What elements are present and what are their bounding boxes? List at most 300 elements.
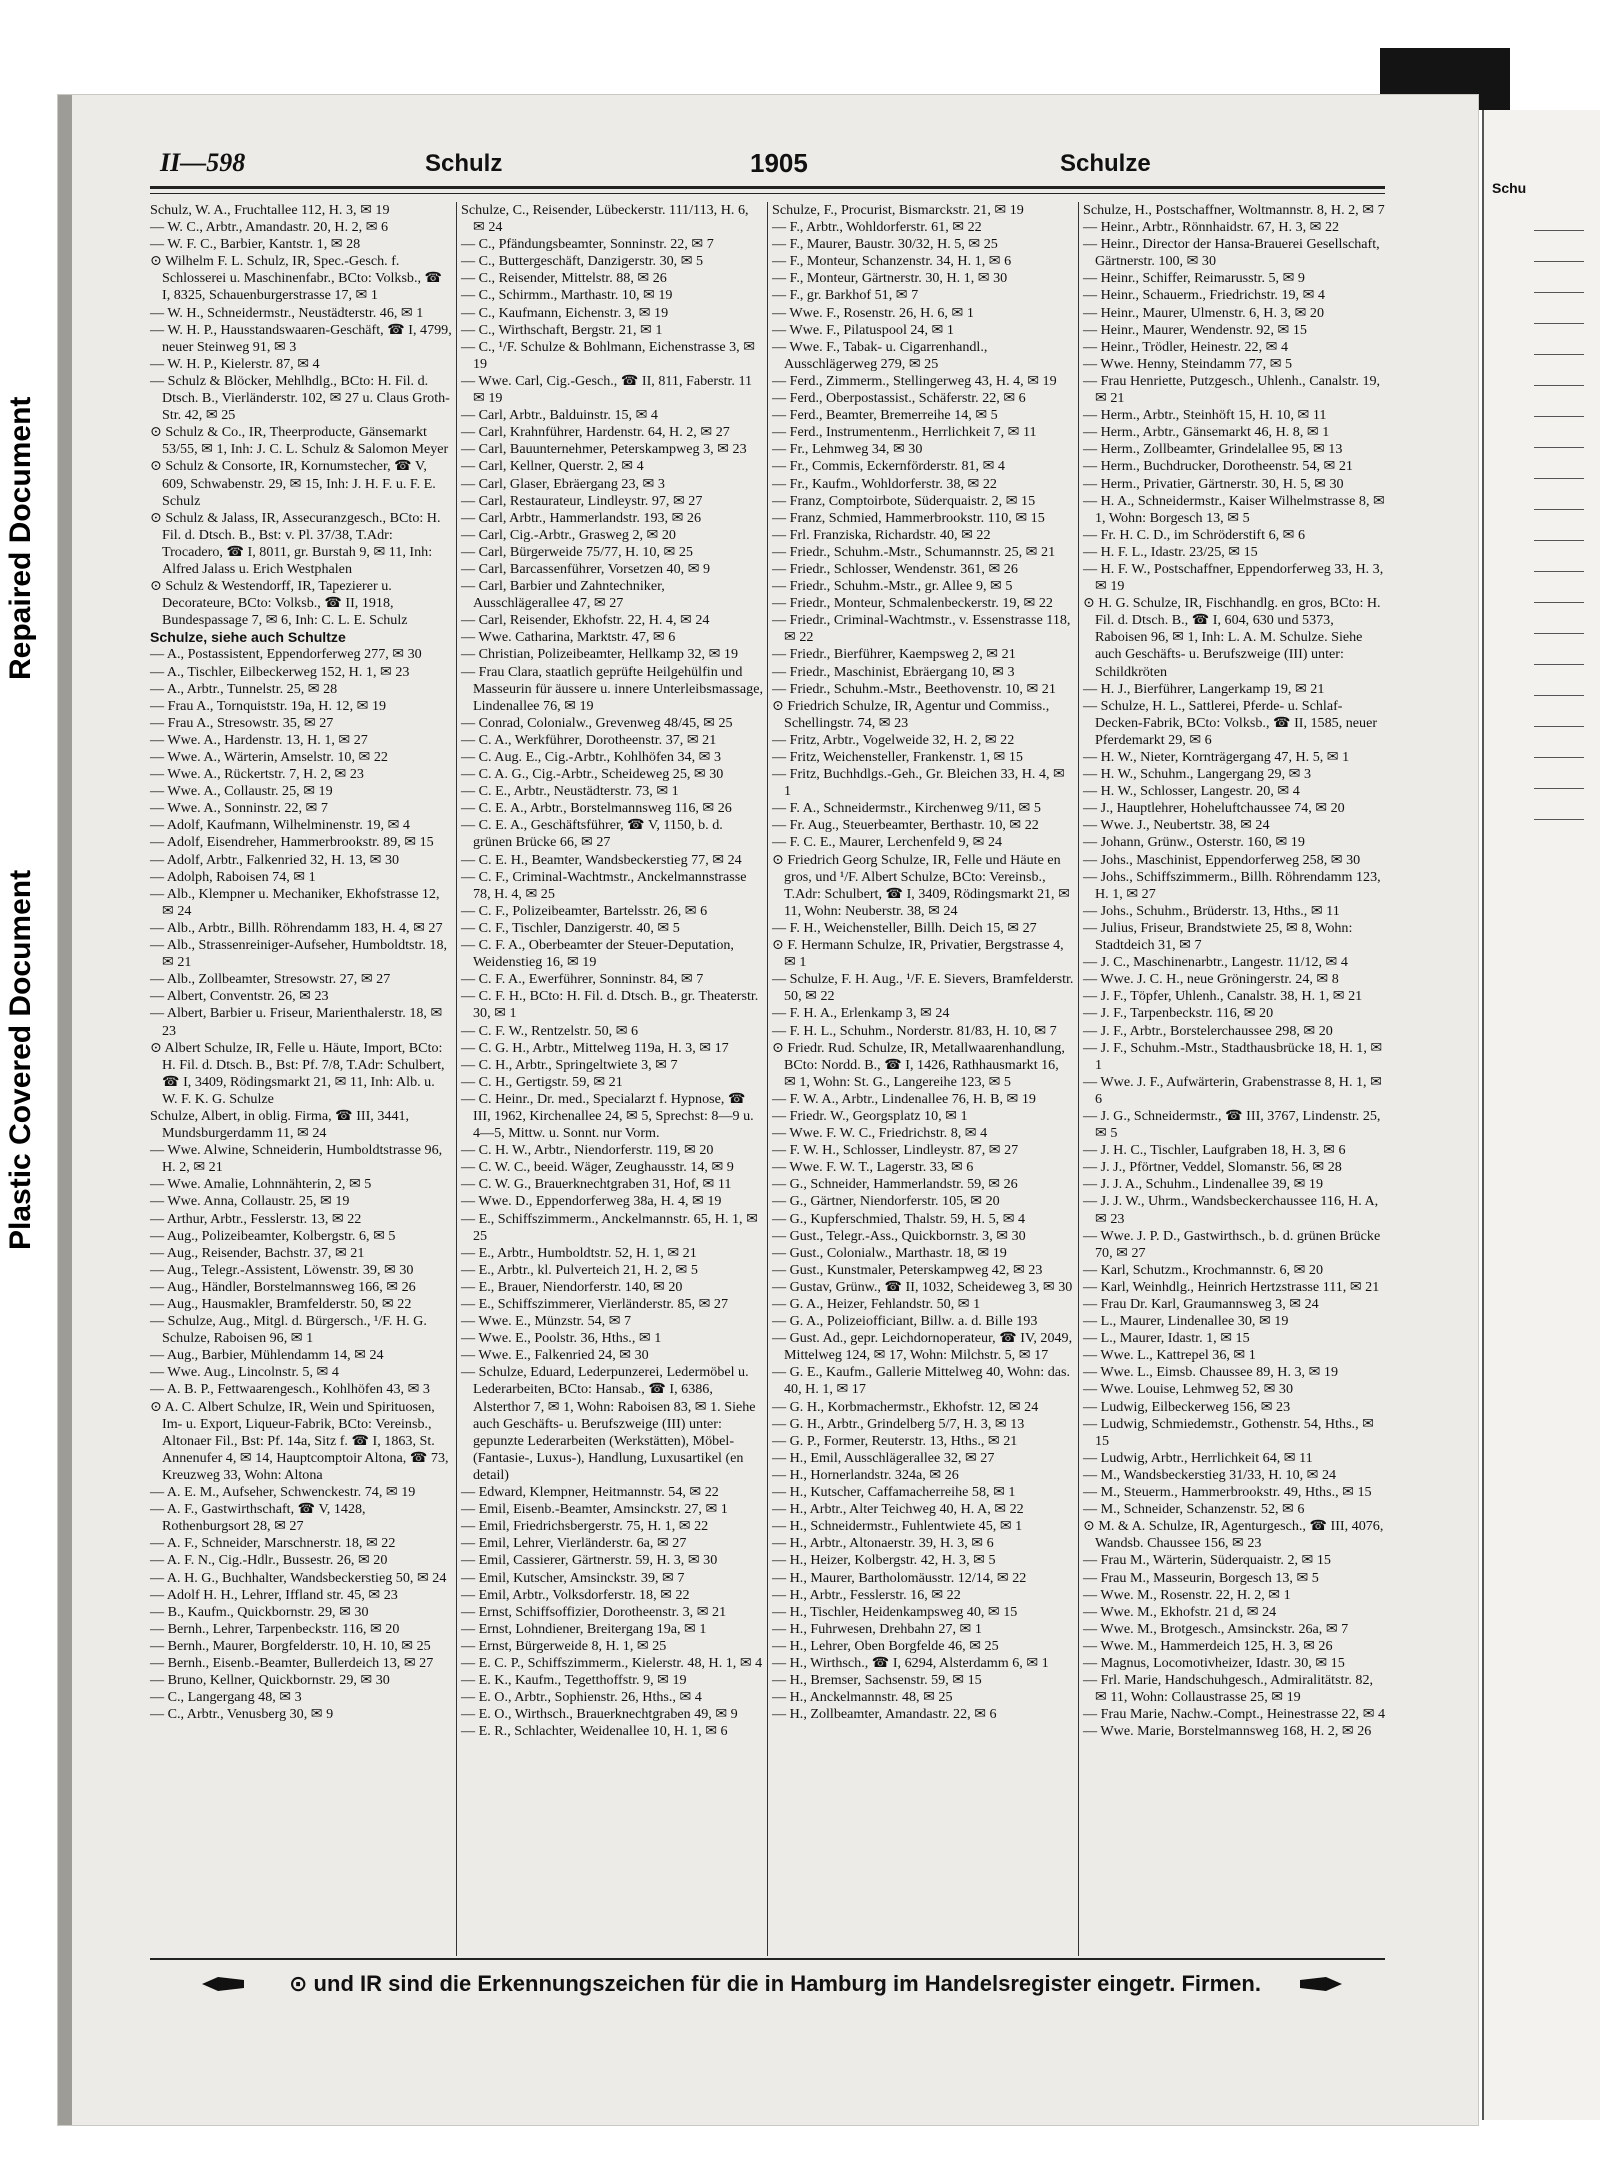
directory-entry: — Ferd., Oberpostassist., Schäferstr. 22, ✉ 6: [772, 390, 1026, 407]
directory-entry: — Friedr., Schuhm.-Mstr., Beethovenstr. 10, ✉ 21: [772, 680, 1056, 697]
directory-entry: — Emil, Lehrer, Vierländerstr. 6a, ✉ 27: [461, 1535, 687, 1552]
directory-entry: — Alb., Arbtr., Billh. Röhrendamm 183, H. 4, ✉ 27: [150, 919, 443, 936]
directory-entry: — Wwe. Aug., Lincolnstr. 5, ✉ 4: [150, 1364, 339, 1381]
directory-entry: — J. F., Arbtr., Borstelerchaussee 298, ✉ 20: [1083, 1022, 1333, 1039]
directory-entry: — H., Tischler, Heidenkampsweg 40, ✉ 15: [772, 1603, 1018, 1620]
directory-entry: — Johs., Schiffszimmerm., Billh. Röhrendamm 123, H. 1, ✉ 27: [1083, 868, 1381, 902]
directory-entry: — E., Arbtr., kl. Pulverteich 21, H. 2, ✉ 5: [461, 1261, 698, 1278]
plastic-covered-label: Plastic Covered Document: [4, 869, 37, 1250]
adjacent-page-header: Schu: [1492, 180, 1527, 196]
directory-entry: — C., Wirthschaft, Bergstr. 21, ✉ 1: [461, 321, 663, 338]
directory-entry: — E., Arbtr., Humboldtstr. 52, H. 1, ✉ 21: [461, 1244, 697, 1261]
directory-entry: — Wwe. A., Wärterin, Amselstr. 10, ✉ 22: [150, 749, 388, 765]
directory-entry: — Magnus, Locomotivheizer, Idastr. 30, ✉ 15: [1083, 1654, 1345, 1671]
directory-entry: — A., Arbtr., Tunnelstr. 25, ✉ 28: [150, 680, 338, 697]
directory-entry: — Wwe. J. F., Aufwärterin, Grabenstrasse 8, H. 1, ✉ 6: [1083, 1073, 1382, 1107]
directory-entry: — Wwe. L., Eimsb. Chaussee 89, H. 3, ✉ 19: [1083, 1364, 1339, 1381]
directory-entry: — H., Heizer, Kolbergstr. 42, H. 3, ✉ 5: [772, 1552, 996, 1569]
directory-entry: — Aug., Barbier, Mühlendamm 14, ✉ 24: [150, 1347, 384, 1364]
directory-entry: — Aug., Reisender, Bachstr. 37, ✉ 21: [150, 1244, 365, 1261]
directory-entry: — Carl, Arbtr., Hammerlandstr. 193, ✉ 26: [461, 509, 702, 526]
section-heading: Schulze, siehe auch Schultze: [150, 629, 346, 646]
directory-entry: — Heinr., Director der Hansa-Brauerei Gesellschaft, Gärtnerstr. 100, ✉ 30: [1083, 236, 1380, 270]
directory-entry: — A., Tischler, Eilbeckerweg 152, H. 1, ✉ 23: [150, 663, 410, 680]
directory-entry: — Wwe. M., Brotgesch., Amsinckstr. 26a, ✉ 7: [1083, 1620, 1349, 1637]
directory-entry: — Friedr., Bierführer, Kaempsweg 2, ✉ 21: [772, 646, 1016, 663]
directory-entry: — Albert, Barbier u. Friseur, Marienthalerstr. 18, ✉ 23: [150, 1005, 443, 1039]
directory-entry: — Wwe. F., Rosenstr. 26, H. 6, ✉ 1: [772, 304, 974, 321]
directory-entry: — Karl, Weinhdlg., Heinrich Hertzstrasse 111, ✉ 21: [1083, 1278, 1380, 1295]
directory-entry: — Carl, Cig.-Arbtr., Grasweg 2, ✉ 20: [461, 526, 676, 543]
directory-entry: — Fr., Commis, Eckernförderstr. 81, ✉ 4: [772, 458, 1005, 475]
directory-entry: — Gustav, Grünw., ☎ II, 1032, Scheideweg 3, ✉ 30: [772, 1278, 1073, 1295]
directory-entry: — Alb., Zollbeamter, Stresowstr. 27, ✉ 27: [150, 971, 391, 988]
directory-entry: — Herm., Arbtr., Steinhöft 15, H. 10, ✉ 11: [1083, 407, 1327, 424]
directory-entry: — A. B. P., Fettwaarengesch., Kohlhöfen 43, ✉ 3: [150, 1381, 430, 1398]
directory-entry: — Wwe. F., Pilatuspool 24, ✉ 1: [772, 321, 954, 338]
directory-entry: — C. E. A., Arbtr., Borstelmannsweg 116, ✉ 26: [461, 800, 732, 817]
directory-entry: — Herm., Zollbeamter, Grindelallee 95, ✉ 13: [1083, 441, 1343, 458]
directory-entry: — Friedr., Criminal-Wachtmstr., v. Essenstrasse 118, ✉ 22: [772, 612, 1071, 646]
directory-entry: — C. E. H., Beamter, Wandsbeckerstieg 77, ✉ 24: [461, 851, 742, 868]
directory-entry: — C., Arbtr., Venusberg 30, ✉ 9: [150, 1706, 334, 1723]
directory-entry: — E., Brauer, Niendorferstr. 140, ✉ 20: [461, 1278, 683, 1295]
directory-entry: — Wwe. E., Poolstr. 36, Hths., ✉ 1: [461, 1330, 662, 1347]
directory-entry: — C., Langergang 48, ✉ 3: [150, 1689, 302, 1706]
directory-entry: — G. P., Former, Reuterstr. 13, Hths., ✉ 21: [772, 1432, 1018, 1449]
directory-entry: — E. R., Schlachter, Weidenallee 10, H. 1, ✉ 6: [461, 1723, 728, 1740]
directory-entry: — J. H. C., Tischler, Laufgraben 18, H. 3, ✉ 6: [1083, 1142, 1346, 1159]
directory-entry: — Wwe. F. W. C., Friedrichstr. 8, ✉ 4: [772, 1125, 988, 1142]
directory-entry: — Aug., Hausmakler, Bramfelderstr. 50, ✉ 22: [150, 1296, 412, 1312]
directory-entry: — C. F. H., BCto: H. Fil. d. Dtsch. B., gr. Theaterstr. 30, ✉ 1: [461, 988, 759, 1022]
directory-entry: — Johs., Schuhm., Brüderstr. 13, Hths., ✉ 11: [1083, 902, 1340, 919]
directory-entry: — C., Kaufmann, Eichenstr. 3, ✉ 19: [461, 304, 669, 321]
directory-entry: — Herm., Arbtr., Gänsemarkt 46, H. 8, ✉ 1: [1083, 424, 1330, 441]
directory-entry: — G. A., Heizer, Fehlandstr. 50, ✉ 1: [772, 1296, 981, 1312]
directory-entry: — Christian, Polizeibeamter, Hellkamp 32, ✉ 19: [461, 646, 739, 663]
directory-entry: — Carl, Reisender, Ekhofstr. 22, H. 4, ✉ 24: [461, 612, 710, 629]
directory-entry: — Carl, Bauunternehmer, Peterskampweg 3, ✉ 23: [461, 441, 747, 458]
directory-entry: — Carl, Bürgerweide 75/77, H. 10, ✉ 25: [461, 543, 693, 560]
footer: [200, 1968, 1350, 2000]
directory-entry: — F., Maurer, Baustr. 30/32, H. 5, ✉ 25: [772, 236, 998, 253]
directory-entry: — J., Hauptlehrer, Hoheluftchaussee 74, ✉ 20: [1083, 800, 1345, 817]
directory-entry: — J. F., Töpfer, Uhlenh., Canalstr. 38, H. 1, ✉ 21: [1083, 988, 1363, 1005]
directory-entry: — C. H., Arbtr., Springeltwiete 3, ✉ 7: [461, 1056, 678, 1073]
directory-entry: — H. W., Nieter, Kornträgergang 47, H. 5, ✉ 1: [1083, 749, 1350, 765]
directory-entry: — Adolf H. H., Lehrer, Iffland str. 45, ✉ 23: [150, 1586, 398, 1603]
directory-entry: — Johann, Grünw., Osterstr. 160, ✉ 19: [1083, 834, 1305, 851]
directory-entry: ⊙ Friedrich Schulze, IR, Agentur und Commiss., Schellingstr. 74, ✉ 23: [772, 697, 1050, 731]
directory-entry: — F. A., Schneidermstr., Kirchenweg 9/11, ✉ 5: [772, 800, 1041, 817]
directory-entry: — J. C., Maschinenarbtr., Langestr. 11/12, ✉ 4: [1083, 954, 1348, 971]
directory-entry: — Fr., Lehmweg 34, ✉ 30: [772, 441, 923, 458]
directory-entry: — H., Fuhrwesen, Drehbahn 27, ✉ 1: [772, 1620, 982, 1637]
directory-entry: — Wwe. M., Rosenstr. 22, H. 2, ✉ 1: [1083, 1586, 1291, 1603]
directory-entry: — Johs., Maschinist, Eppendorferweg 258, ✉ 30: [1083, 851, 1361, 868]
directory-entry: — Bernh., Lehrer, Tarpenbeckstr. 116, ✉ 20: [150, 1620, 400, 1637]
directory-entry: — B., Kaufm., Quickbornstr. 29, ✉ 30: [150, 1603, 369, 1620]
directory-entry: — Heinr., Arbtr., Rönnhaidstr. 67, H. 3, ✉ 22: [1083, 219, 1340, 236]
page-gutter-shadow: [58, 95, 72, 2125]
directory-entry: — E. K., Kaufm., Tegetthoffstr. 9, ✉ 19: [461, 1672, 687, 1689]
directory-entry: — H., Anckelmannstr. 48, ✉ 25: [772, 1689, 953, 1706]
directory-entry: — Wwe. J., Neubertstr. 38, ✉ 24: [1083, 817, 1270, 834]
directory-entry: — Carl, Arbtr., Balduinstr. 15, ✉ 4: [461, 407, 658, 424]
directory-entry: — Adolf, Arbtr., Falkenried 32, H. 13, ✉ 30: [150, 851, 400, 868]
directory-entry: — Heinr., Maurer, Ulmenstr. 6, H. 3, ✉ 20: [1083, 304, 1325, 321]
directory-entry: — Edward, Klempner, Heitmannstr. 54, ✉ 22: [461, 1484, 719, 1501]
directory-entry: — Wwe. M., Ekhofstr. 21 d, ✉ 24: [1083, 1603, 1277, 1620]
directory-entry: — H., Wirthsch., ☎ I, 6294, Alsterdamm 6, ✉ 1: [772, 1654, 1049, 1671]
directory-entry: — Friedr., Schlosser, Wendenstr. 361, ✉ 26: [772, 560, 1018, 577]
directory-entry: — E., Schiffszimmerm., Anckelmannstr. 65, H. 1, ✉ 25: [461, 1210, 758, 1244]
directory-entry: — C., Reisender, Mittelstr. 88, ✉ 26: [461, 270, 667, 287]
directory-entry: — Fritz, Weichensteller, Frankenstr. 1, ✉ 15: [772, 749, 1023, 765]
directory-entry: — M., Wandsbeckerstieg 31/33, H. 10, ✉ 24: [1083, 1466, 1337, 1483]
directory-entry: — Wwe. A., Rückertstr. 7, H. 2, ✉ 23: [150, 766, 364, 783]
directory-entry: — C. A. G., Cig.-Arbtr., Scheideweg 25, ✉ 30: [461, 766, 724, 783]
directory-entry: — Fr. H. C. D., im Schröderstift 6, ✉ 6: [1083, 526, 1306, 543]
directory-entry: — Gust., Telegr.-Ass., Quickbornstr. 3, ✉ 30: [772, 1227, 1026, 1244]
directory-entry: — F. H. L., Schuhm., Norderstr. 81/83, H. 10, ✉ 7: [772, 1022, 1057, 1039]
directory-entry: — Wwe. M., Hammerdeich 125, H. 3, ✉ 26: [1083, 1637, 1333, 1654]
year: 1905: [750, 148, 808, 178]
directory-entry: ⊙ Friedr. Rud. Schulze, IR, Metallwaarenhandlung, BCto: Nordd. B., ☎ I, 1426, Rathhausmarkt 16, ✉ 1, Wohn: St. G., Langereihe 123, ✉ 5: [772, 1039, 1065, 1090]
column-1: [146, 202, 457, 1956]
directory-entry: — F. H., Weichensteller, Billh. Deich 15, ✉ 27: [772, 919, 1037, 936]
directory-entry: — Ferd., Beamter, Bremerreihe 14, ✉ 5: [772, 407, 998, 424]
directory-entry: — Carl, Glaser, Ebräergang 23, ✉ 3: [461, 475, 665, 492]
directory-entry: — H., Kutscher, Caffamacherreihe 58, ✉ 1: [772, 1484, 1016, 1501]
column-3: [768, 202, 1079, 1956]
directory-entry: — H., Bremser, Sachsenstr. 59, ✉ 15: [772, 1672, 982, 1689]
directory-entry: — Wwe. Louise, Lehmweg 52, ✉ 30: [1083, 1381, 1293, 1398]
directory-entry: Schulze, Albert, in oblig. Firma, ☎ III, 3441, Mundsburgerdamm 11, ✉ 24: [150, 1107, 410, 1142]
directory-entry: — W. H. P., Kielerstr. 87, ✉ 4: [150, 355, 320, 372]
directory-entry: — Fr., Kaufm., Wohldorferstr. 38, ✉ 22: [772, 475, 997, 492]
repaired-document-label: Repaired Document: [4, 396, 37, 680]
directory-entry: ⊙ Schulz & Co., IR, Theerproducte, Gänsemarkt 53/55, ✉ 1, Inh: J. C. L. Schulz & Salomon Meyer: [150, 424, 449, 458]
directory-entry: — Wwe. A., Hardenstr. 13, H. 1, ✉ 27: [150, 731, 368, 748]
directory-entry: — C. F. A., Oberbeamter der Steuer-Deputation, Weidenstieg 16, ✉ 19: [461, 937, 734, 971]
directory-entry: ⊙ H. G. Schulze, IR, Fischhandlg. en gros, BCto: H. Fil. d. Dtsch. B., ☎ I, 604, 630 und 5373, Raboisen 96, ✉ 1, Inh: L. A. M. Schulze. Siehe auch Geschäfts- u. Berufszweige (III) unter: Schildkröten: [1083, 595, 1381, 680]
directory-entry: — Frau A., Tornquiststr. 19a, H. 12, ✉ 19: [150, 697, 387, 714]
directory-entry: — Schulze, F. H. Aug., ¹/F. E. Sievers, Bramfelderstr. 50, ✉ 22: [772, 971, 1074, 1005]
directory-entry: — Emil, Cassierer, Gärtnerstr. 59, H. 3, ✉ 30: [461, 1552, 718, 1569]
directory-entry: — Conrad, Colonialw., Grevenweg 48/45, ✉ 25: [461, 714, 733, 731]
directory-entry: — J. F., Schuhm.-Mstr., Stadthausbrücke 18, H. 1, ✉ 1: [1083, 1039, 1383, 1073]
directory-entry: — G. H., Arbtr., Grindelberg 5/7, H. 3, ✉ 13: [772, 1415, 1025, 1432]
side-labels: [0, 120, 44, 1250]
directory-entry: — H. F. L., Idastr. 23/25, ✉ 15: [1083, 543, 1258, 560]
directory-entry: — L., Maurer, Lindenallee 30, ✉ 19: [1083, 1313, 1289, 1330]
pointing-hand-right-icon: [1298, 1974, 1350, 1994]
directory-entry: Schulz, W. A., Fruchtallee 112, H. 3, ✉ 19: [150, 202, 390, 218]
directory-entry: — A., Postassistent, Eppendorferweg 277, ✉ 30: [150, 646, 422, 663]
directory-entry: — Aug., Polizeibeamter, Kolbergstr. 6, ✉ 5: [150, 1227, 396, 1244]
directory-entry: — C. Aug. E., Cig.-Arbtr., Kohlhöfen 34, ✉ 3: [461, 749, 722, 765]
directory-entry: — G. E., Kaufm., Gallerie Mittelweg 40, Wohn: das. 40, H. 1, ✉ 17: [772, 1364, 1071, 1398]
directory-entry: — Wwe. E., Münzstr. 54, ✉ 7: [461, 1313, 632, 1330]
directory-entry: — Frau M., Wärterin, Süderquaistr. 2, ✉ 15: [1083, 1552, 1331, 1569]
directory-entry: — Wwe. Amalie, Lohnnähterin, 2, ✉ 5: [150, 1176, 372, 1193]
left-running-head: Schulz: [425, 150, 503, 177]
directory-entry: Schulze, F., Procurist, Bismarckstr. 21, ✉ 19: [772, 202, 1024, 218]
directory-entry: — Friedr., Schuhm.-Mstr., gr. Allee 9, ✉ 5: [772, 578, 1013, 595]
directory-entry: — Frau A., Stresowstr. 35, ✉ 27: [150, 714, 334, 731]
directory-entry: — H., Arbtr., Alter Teichweg 40, H. A, ✉ 22: [772, 1501, 1024, 1518]
directory-entry: — Heinr., Trödler, Heinestr. 22, ✉ 4: [1083, 338, 1289, 355]
directory-entry: — C., Buttergeschäft, Danzigerstr. 30, ✉ 5: [461, 253, 704, 270]
directory-entry: ⊙ F. Hermann Schulze, IR, Privatier, Bergstrasse 4, ✉ 1: [772, 937, 1064, 971]
directory-entry: — C. H. W., Arbtr., Niendorferstr. 119, ✉ 20: [461, 1142, 714, 1159]
directory-entry: — G. A., Polizeiofficiant, Billw. a. d. Bille 193: [772, 1313, 1038, 1330]
directory-entry: — Wwe. Marie, Borstelmannsweg 168, H. 2, ✉ 26: [1083, 1723, 1372, 1740]
directory-entry: — C. F. W., Rentzelstr. 50, ✉ 6: [461, 1022, 639, 1039]
directory-entry: — W. C., Arbtr., Amandastr. 20, H. 2, ✉ 6: [150, 219, 389, 236]
directory-entry: — A. E. M., Aufseher, Schwenckestr. 74, ✉ 19: [150, 1484, 416, 1501]
directory-entry: — Carl, Krahnführer, Hardenstr. 64, H. 2, ✉ 27: [461, 424, 730, 441]
page-number: II—598: [160, 148, 246, 177]
directory-entry: — Carl, Restaurateur, Lindleystr. 97, ✉ 27: [461, 492, 703, 509]
directory-entry: — Fr. Aug., Steuerbeamter, Berthastr. 10, ✉ 22: [772, 817, 1039, 834]
directory-entry: — A. H. G., Buchhalter, Wandsbeckerstieg 50, ✉ 24: [150, 1569, 447, 1586]
directory-entry: — H. F. W., Postschaffner, Eppendorferweg 33, H. 3, ✉ 19: [1083, 560, 1384, 595]
footer-rule: [150, 1958, 1385, 1960]
directory-entry: — Wwe. Anna, Collaustr. 25, ✉ 19: [150, 1193, 350, 1210]
directory-entry: — Wwe. F., Tabak- u. Cigarrenhandl., Ausschlägerweg 279, ✉ 25: [772, 338, 988, 372]
directory-entry: — H. J., Bierführer, Langerkamp 19, ✉ 21: [1083, 680, 1325, 697]
directory-entry: — Emil, Arbtr., Volksdorferstr. 18, ✉ 22: [461, 1586, 690, 1603]
directory-entry: — Adolf, Kaufmann, Wilhelminenstr. 19, ✉ 4: [150, 817, 410, 834]
directory-entry: — C. F. A., Ewerführer, Sonninstr. 84, ✉ 7: [461, 971, 704, 988]
directory-entry: — Gust., Kunstmaler, Peterskampweg 42, ✉ 23: [772, 1261, 1043, 1278]
directory-entry: — H., Hornerlandstr. 324a, ✉ 26: [772, 1466, 959, 1483]
directory-entry: — Wwe. J. P. D., Gastwirthsch., b. d. grünen Brücke 70, ✉ 27: [1083, 1227, 1381, 1261]
directory-entry: — Schulze, Aug., Mitgl. d. Bürgersch., ¹/F. H. G. Schulze, Raboisen 96, ✉ 1: [150, 1313, 427, 1347]
directory-entry: — Friedr., Maschinist, Ebräergang 10, ✉ 3: [772, 663, 1015, 680]
page-header: [150, 148, 1390, 184]
directory-entry: — Schulz & Blöcker, Mehlhdlg., BCto: H. Fil. d. Dtsch. B., Vierländerstr. 102, ✉ 27 u. Claus Groth-Str. 42, ✉ 25: [150, 372, 450, 424]
directory-entry: — Ludwig, Eilbeckerweg 156, ✉ 23: [1083, 1398, 1291, 1415]
directory-entry: — Herm., Buchdrucker, Dorotheenstr. 54, ✉ 21: [1083, 458, 1353, 475]
directory-entry: — Heinr., Schauerm., Friedrichstr. 19, ✉ 4: [1083, 287, 1325, 304]
directory-entry: — Ernst, Bürgerweide 8, H. 1, ✉ 25: [461, 1637, 667, 1654]
directory-entry: — C. W. G., Brauerknechtgraben 31, Hof, ✉ 11: [461, 1176, 732, 1193]
adjacent-page-lines: [1534, 230, 1594, 850]
directory-entry: ⊙ M. & A. Schulze, IR, Agenturgesch., ☎ III, 4076, Wandsb. Chaussee 156, ✉ 23: [1083, 1518, 1384, 1552]
directory-entry: — Wwe. A., Collaustr. 25, ✉ 19: [150, 783, 333, 800]
directory-entry: — F., Arbtr., Wohldorferstr. 61, ✉ 22: [772, 219, 982, 236]
column-2: [457, 202, 768, 1956]
directory-entry: — Emil, Eisenb.-Beamter, Amsinckstr. 27, ✉ 1: [461, 1501, 728, 1518]
directory-entry: — Wwe. J. C. H., neue Gröningerstr. 24, ✉ 8: [1083, 971, 1339, 988]
directory-entry: — H., Schneidermstr., Fuhlentwiete 45, ✉ 1: [772, 1518, 1023, 1535]
directory-entry: — C. F., Tischler, Danzigerstr. 40, ✉ 5: [461, 919, 680, 936]
directory-entry: ⊙ Albert Schulze, IR, Felle u. Häute, Import, BCto: H. Fil. d. Dtsch. B., Bst: Pf. 7/8, T.Adr: Schulbert, ☎ I, 3409, Rödingsmarkt 21, ✉ 11, Inh: Alb. u. W. F. K. G. Schulze: [150, 1039, 445, 1107]
directory-entry: — J. G., Schneidermstr., ☎ III, 3767, Lindenstr. 25, ✉ 5: [1083, 1107, 1381, 1142]
directory-entry: — H. W., Schlosser, Langestr. 20, ✉ 4: [1083, 783, 1300, 800]
directory-entry: — C. E., Arbtr., Neustädterstr. 73, ✉ 1: [461, 783, 679, 800]
directory-entry: — H., Arbtr., Altonaerstr. 39, H. 3, ✉ 6: [772, 1535, 994, 1552]
directory-entry: — Gust. Ad., gepr. Leichdornoperateur, ☎ IV, 2049, Mittelweg 124, ✉ 17, Wohn: Milchstr. 5, ✉ 17: [772, 1330, 1073, 1364]
directory-entry: — Carl, Barcassenführer, Vorsetzen 40, ✉ 9: [461, 560, 711, 577]
directory-entry: — H., Maurer, Bartholomäusstr. 12/14, ✉ 22: [772, 1569, 1027, 1586]
directory-entry: — Schulze, H. L., Sattlerei, Pferde- u. Schlaf-Decken-Fabrik, BCto: Volksb., ☎ II, 1585, neuer Pferdemarkt 29, ✉ 6: [1083, 697, 1378, 748]
directory-entry: — E. O., Arbtr., Sophienstr. 26, Hths., ✉ 4: [461, 1689, 702, 1706]
directory-entry: — M., Steuerm., Hammerbrookstr. 49, Hths., ✉ 15: [1083, 1484, 1372, 1501]
directory-entry: — Fritz, Arbtr., Vogelweide 32, H. 2, ✉ 22: [772, 731, 1015, 748]
directory-entry: — E. O., Wirthsch., Brauerknechtgraben 49, ✉ 9: [461, 1706, 738, 1723]
directory-entry: — Wwe. F. W. T., Lagerstr. 33, ✉ 6: [772, 1159, 974, 1176]
directory-entry: — C., ¹/F. Schulze & Bohlmann, Eichenstrasse 3, ✉ 19: [461, 338, 756, 372]
directory-entry: — Ernst, Lohndiener, Breitergang 19a, ✉ 1: [461, 1620, 707, 1637]
directory-entry: — F., Monteur, Gärtnerstr. 30, H. 1, ✉ 30: [772, 270, 1008, 287]
directory-entry: — Bernh., Eisenb.-Beamter, Bullerdeich 13, ✉ 27: [150, 1654, 434, 1671]
directory-entry: — H., Emil, Ausschlägerallee 32, ✉ 27: [772, 1449, 995, 1466]
directory-entry: Schulze, C., Reisender, Lübeckerstr. 111/113, H. 6, ✉ 24: [461, 202, 749, 236]
directory-entry: — Friedr., Schuhm.-Mstr., Schumannstr. 25, ✉ 21: [772, 543, 1056, 560]
directory-entry: — W. F. C., Barbier, Kantstr. 1, ✉ 28: [150, 236, 361, 253]
directory-entry: ⊙ Schulz & Jalass, IR, Assecuranzgesch., BCto: H. Fil. d. Dtsch. B., Bst: v. Pl. 37/38, T.Adr: Trocadero, ☎ I, 8011, gr. Burstah 9, ✉ 11, Inh: Alfred Jalass u. Erich Westphalen: [150, 509, 441, 577]
directory-entry: — W. H. P., Hausstandswaaren-Geschäft, ☎ I, 4799, neuer Steinweg 91, ✉ 3: [150, 321, 452, 355]
directory-entry: — Carl, Kellner, Querstr. 2, ✉ 4: [461, 458, 644, 475]
directory-entry: — M., Schneider, Schanzenstr. 52, ✉ 6: [1083, 1501, 1305, 1518]
footer-text: ⊙ und IR sind die Erkennungszeichen für die in Hamburg im Handelsregister eingetr. Firmen.: [289, 1971, 1261, 1996]
directory-entry: — A. F., Gastwirthschaft, ☎ V, 1428, Rothenburgsort 28, ✉ 27: [150, 1501, 366, 1535]
directory-entry: — C. F., Criminal-Wachtmstr., Anckelmannstrasse 78, H. 4, ✉ 25: [461, 868, 747, 902]
directory-entry: — Wwe. D., Eppendorferweg 38a, H. 4, ✉ 19: [461, 1193, 722, 1210]
adjacent-page-edge: [1482, 110, 1600, 2120]
directory-entry: ⊙ Schulz & Consorte, IR, Kornumstecher, ☎ V, 609, Schwabenstr. 29, ✉ 15, Inh: J. H. F. u. F. E. Schulz: [150, 458, 436, 509]
directory-entry: — Ernst, Schiffsoffizier, Dorotheenstr. 3, ✉ 21: [461, 1603, 727, 1620]
right-running-head: Schulze: [1060, 150, 1151, 177]
directory-entry: — F. C. E., Maurer, Lerchenfeld 9, ✉ 24: [772, 834, 1003, 851]
directory-entry: — E. C. P., Schiffszimmerm., Kielerstr. 48, H. 1, ✉ 4: [461, 1654, 763, 1671]
directory-entry: — F., Monteur, Schanzenstr. 34, H. 1, ✉ 6: [772, 253, 1012, 270]
directory-entry: — C. E. A., Geschäftsführer, ☎ V, 1150, b. d. grünen Brücke 66, ✉ 27: [461, 817, 723, 851]
directory-entry: — Wwe. Catharina, Marktstr. 47, ✉ 6: [461, 629, 676, 646]
directory-entry: — Emil, Friedrichsbergerstr. 75, H. 1, ✉ 22: [461, 1518, 709, 1535]
directory-entry: — Wwe. Henny, Steindamm 77, ✉ 5: [1083, 355, 1293, 372]
directory-entry: — Julius, Friseur, Brandstwiete 25, ✉ 8, Wohn: Stadtdeich 31, ✉ 7: [1083, 919, 1353, 954]
directory-entry: — Heinr., Maurer, Wendenstr. 92, ✉ 15: [1083, 321, 1307, 338]
directory-entry: — Bruno, Kellner, Quickbornstr. 29, ✉ 30: [150, 1672, 390, 1689]
directory-entry: — L., Maurer, Idastr. 1, ✉ 15: [1083, 1330, 1250, 1347]
directory-entry: — Gust., Colonialw., Marthastr. 18, ✉ 19: [772, 1244, 1007, 1261]
directory-entry: — Aug., Telegr.-Assistent, Löwenstr. 39, ✉ 30: [150, 1261, 414, 1278]
directory-entry: — Franz, Schmied, Hammerbrookstr. 110, ✉ 15: [772, 509, 1045, 526]
directory-entry: — Adolph, Raboisen 74, ✉ 1: [150, 868, 316, 885]
directory-entry: — Frau Dr. Karl, Graumannsweg 3, ✉ 24: [1083, 1296, 1319, 1312]
directory-entry: — C. G. H., Arbtr., Mittelweg 119a, H. 3, ✉ 17: [461, 1039, 729, 1056]
directory-entry: — Wwe. Alwine, Schneiderin, Humboldtstrasse 96, H. 2, ✉ 21: [150, 1142, 443, 1176]
directory-entry: ⊙ Friedrich Georg Schulze, IR, Felle und Häute en gros, und ¹/F. Albert Schulze, BCto: Vereinsb., T.Adr: Schulbert, ☎ I, 3409, Rödingsmarkt 21, ✉ 11, Wohn: Neuberstr. 38, ✉ 24: [772, 851, 1070, 919]
directory-entry: — Bernh., Maurer, Borgfelderstr. 10, H. 10, ✉ 25: [150, 1637, 431, 1654]
directory-entry: — C. A., Werkführer, Dorotheenstr. 37, ✉ 21: [461, 731, 717, 748]
directory-entry: — F. H. A., Erlenkamp 3, ✉ 24: [772, 1005, 950, 1022]
directory-entry: — Fritz, Buchhdlgs.-Geh., Gr. Bleichen 33, H. 4, ✉ 1: [772, 766, 1065, 800]
directory-entry: — A. F., Schneider, Marschnerstr. 18, ✉ 22: [150, 1535, 396, 1552]
directory-entry: — J. J. W., Uhrm., Wandsbeckerchaussee 116, H. A, ✉ 23: [1083, 1193, 1379, 1227]
directory-entry: — H., Lehrer, Oben Borgfelde 46, ✉ 25: [772, 1637, 999, 1654]
directory-entry: — Schulze, Eduard, Lederpunzerei, Ledermöbel u. Lederarbeiten, BCto: Hansab., ☎ I, 6386, Alsterthor 7, ✉ 1, Wohn: Raboisen 83, ✉ 1. Siehe auch Geschäfts- u. Berufszweige (III) unter: gepunzte Lederarbeiten (Werkstätten), Möbel- (Fantasie-, Luxus-), Handlung, Luxusartikel (en detail): [461, 1364, 756, 1483]
header-rule-thin: [150, 193, 1385, 194]
directory-entry: — Frau Clara, staatlich geprüfte Heilgehülfin und Masseurin für äussere u. innere Unterleibsmassage, Lindenallee 76, ✉ 19: [461, 663, 764, 714]
directory-entry: — Frl. Marie, Handschuhgesch., Admiralitätstr. 82, ✉ 11, Wohn: Collaustrasse 25, ✉ 19: [1083, 1672, 1374, 1706]
directory-entry: — G., Gärtner, Niendorferstr. 105, ✉ 20: [772, 1193, 1000, 1210]
directory-entry: — Albert, Conventstr. 26, ✉ 23: [150, 988, 329, 1005]
directory-entry: — E., Schiffszimmerer, Vierländerstr. 85, ✉ 27: [461, 1296, 729, 1312]
directory-entry: — Frau M., Masseurin, Borgesch 13, ✉ 5: [1083, 1569, 1319, 1586]
directory-entry: — Ferd., Instrumentenm., Herrlichkeit 7, ✉ 11: [772, 424, 1037, 441]
directory-entry: — Carl, Barbier und Zahntechniker, Ausschlägerallee 47, ✉ 27: [461, 578, 665, 612]
directory-entry: — C. F., Polizeibeamter, Bartelsstr. 26, ✉ 6: [461, 902, 708, 919]
directory-entry: — Alb., Strassenreiniger-Aufseher, Humboldtstr. 18, ✉ 21: [150, 937, 448, 971]
directory-entry: — F. W. A., Arbtr., Lindenallee 76, H. B, ✉ 19: [772, 1090, 1036, 1107]
directory-entry: — H. W., Schuhm., Langergang 29, ✉ 3: [1083, 766, 1312, 783]
directory-entry: — Aug., Händler, Borstelmannsweg 166, ✉ 26: [150, 1278, 416, 1295]
header-rule: [150, 186, 1385, 189]
directory-entry: — G. H., Korbmachermstr., Ekhofstr. 12, ✉ 24: [772, 1398, 1039, 1415]
directory-entry: — Wwe. E., Falkenried 24, ✉ 30: [461, 1347, 649, 1364]
directory-entry: — Heinr., Schiffer, Reimarusstr. 5, ✉ 9: [1083, 270, 1305, 287]
directory-entry: — C. Heinr., Dr. med., Specialarzt f. Hypnose, ☎ III, 1962, Kirchenallee 24, ✉ 5, Sprechst: 8—9 u. 4—5, Mittw. u. Sonnt. nur Vorm.: [461, 1090, 754, 1142]
directory-entry: — F. W. H., Schlosser, Lindleystr. 87, ✉ 27: [772, 1142, 1019, 1159]
directory-entry: — Ferd., Zimmerm., Stellingerweg 43, H. 4, ✉ 19: [772, 372, 1057, 389]
directory-entry: — Emil, Kutscher, Amsinckstr. 39, ✉ 7: [461, 1569, 685, 1586]
directory-entry: — G., Kupferschmied, Thalstr. 59, H. 5, ✉ 4: [772, 1210, 1026, 1227]
directory-entry: — H. A., Schneidermstr., Kaiser Wilhelmstrasse 8, ✉ 1, Wohn: Borgesch 13, ✉ 5: [1083, 492, 1385, 526]
directory-entry: — Friedr. W., Georgsplatz 10, ✉ 1: [772, 1107, 968, 1124]
directory-entry: — Ludwig, Arbtr., Herrlichkeit 64, ✉ 11: [1083, 1449, 1313, 1466]
directory-entry: — J. J. A., Schuhm., Lindenallee 39, ✉ 19: [1083, 1176, 1324, 1193]
directory-entry: — F., gr. Barkhof 51, ✉ 7: [772, 287, 919, 304]
directory-entry: ⊙ A. C. Albert Schulze, IR, Wein und Spirituosen, Im- u. Export, Liqueur-Fabrik, BCto: Vereinsb., Altonaer Fil., Bst: Pf. 14a, Sitz f. ☎ I, 1863, St. Annenufer 4, ✉ 14, Hauptcomptoir Altona, ☎ 73, Kreuzweg 33, Wohn: Altona: [150, 1398, 449, 1483]
directory-entry: — C. H., Gertigstr. 59, ✉ 21: [461, 1073, 623, 1090]
directory-entry: — Frau Marie, Nachw.-Compt., Heinestrasse 22, ✉ 4: [1083, 1706, 1386, 1723]
directory-entry: — C. W. C., beeid. Wäger, Zeughausstr. 14, ✉ 9: [461, 1159, 734, 1176]
directory-entry: ⊙ Schulz & Westendorff, IR, Tapezierer u. Decorateure, BCto: Volksb., ☎ II, 1918, Bundespassage 7, ✉ 6, Inh: C. L. E. Schulz: [150, 578, 408, 629]
column-4: [1079, 202, 1390, 1956]
directory-entry: — Friedr., Monteur, Schmalenbeckerstr. 19, ✉ 22: [772, 595, 1053, 612]
directory-entry: — J. J., Pförtner, Veddel, Slomanstr. 56, ✉ 28: [1083, 1159, 1342, 1176]
directory-entry: — Arthur, Arbtr., Fesslerstr. 13, ✉ 22: [150, 1210, 362, 1227]
directory-entry: — Adolf, Eisendreher, Hammerbrookstr. 89, ✉ 15: [150, 834, 434, 851]
directory-entry: ⊙ Wilhelm F. L. Schulz, IR, Spec.-Gesch. f. Schlosserei u. Maschinenfabr., BCto: Volksb., ☎ I, 8325, Schauenburgerstrasse 17, ✉ 1: [150, 253, 443, 304]
directory-entry: — Frl. Franziska, Richardstr. 40, ✉ 22: [772, 526, 991, 543]
directory-entry: — H., Arbtr., Fesslerstr. 16, ✉ 22: [772, 1586, 961, 1603]
directory-entry: — Wwe. Carl, Cig.-Gesch., ☎ II, 811, Faberstr. 11 ✉ 19: [461, 372, 753, 407]
pointing-hand-left-icon: [200, 1974, 252, 1994]
directory-entry: — Ludwig, Schmiedemstr., Gothenstr. 54, Hths., ✉ 15: [1083, 1415, 1374, 1449]
directory-entry: Schulze, H., Postschaffner, Woltmannstr. 8, H. 2, ✉ 7: [1083, 202, 1385, 218]
directory-entry: — Wwe. A., Sonninstr. 22, ✉ 7: [150, 800, 328, 817]
directory-entry: — G., Schneider, Hammerlandstr. 59, ✉ 26: [772, 1176, 1018, 1193]
directory-columns: [146, 202, 1390, 1956]
directory-entry: — W. H., Schneidermstr., Neustädterstr. 46, ✉ 1: [150, 304, 424, 321]
directory-entry: — Karl, Schutzm., Krochmannstr. 6, ✉ 20: [1083, 1261, 1324, 1278]
directory-entry: — H., Zollbeamter, Amandastr. 22, ✉ 6: [772, 1706, 997, 1723]
directory-entry: — Frau Henriette, Putzgesch., Uhlenh., Canalstr. 19, ✉ 21: [1083, 372, 1381, 407]
directory-entry: — A. F. N., Cig.-Hdlr., Bussestr. 26, ✉ 20: [150, 1552, 388, 1569]
directory-entry: — C., Schirmm., Marthastr. 10, ✉ 19: [461, 287, 673, 304]
directory-entry: — Wwe. L., Kattrepel 36, ✉ 1: [1083, 1347, 1256, 1364]
directory-entry: — J. F., Tarpenbeckstr. 116, ✉ 20: [1083, 1005, 1274, 1022]
directory-entry: — C., Pfändungsbeamter, Sonninstr. 22, ✉ 7: [461, 236, 714, 253]
